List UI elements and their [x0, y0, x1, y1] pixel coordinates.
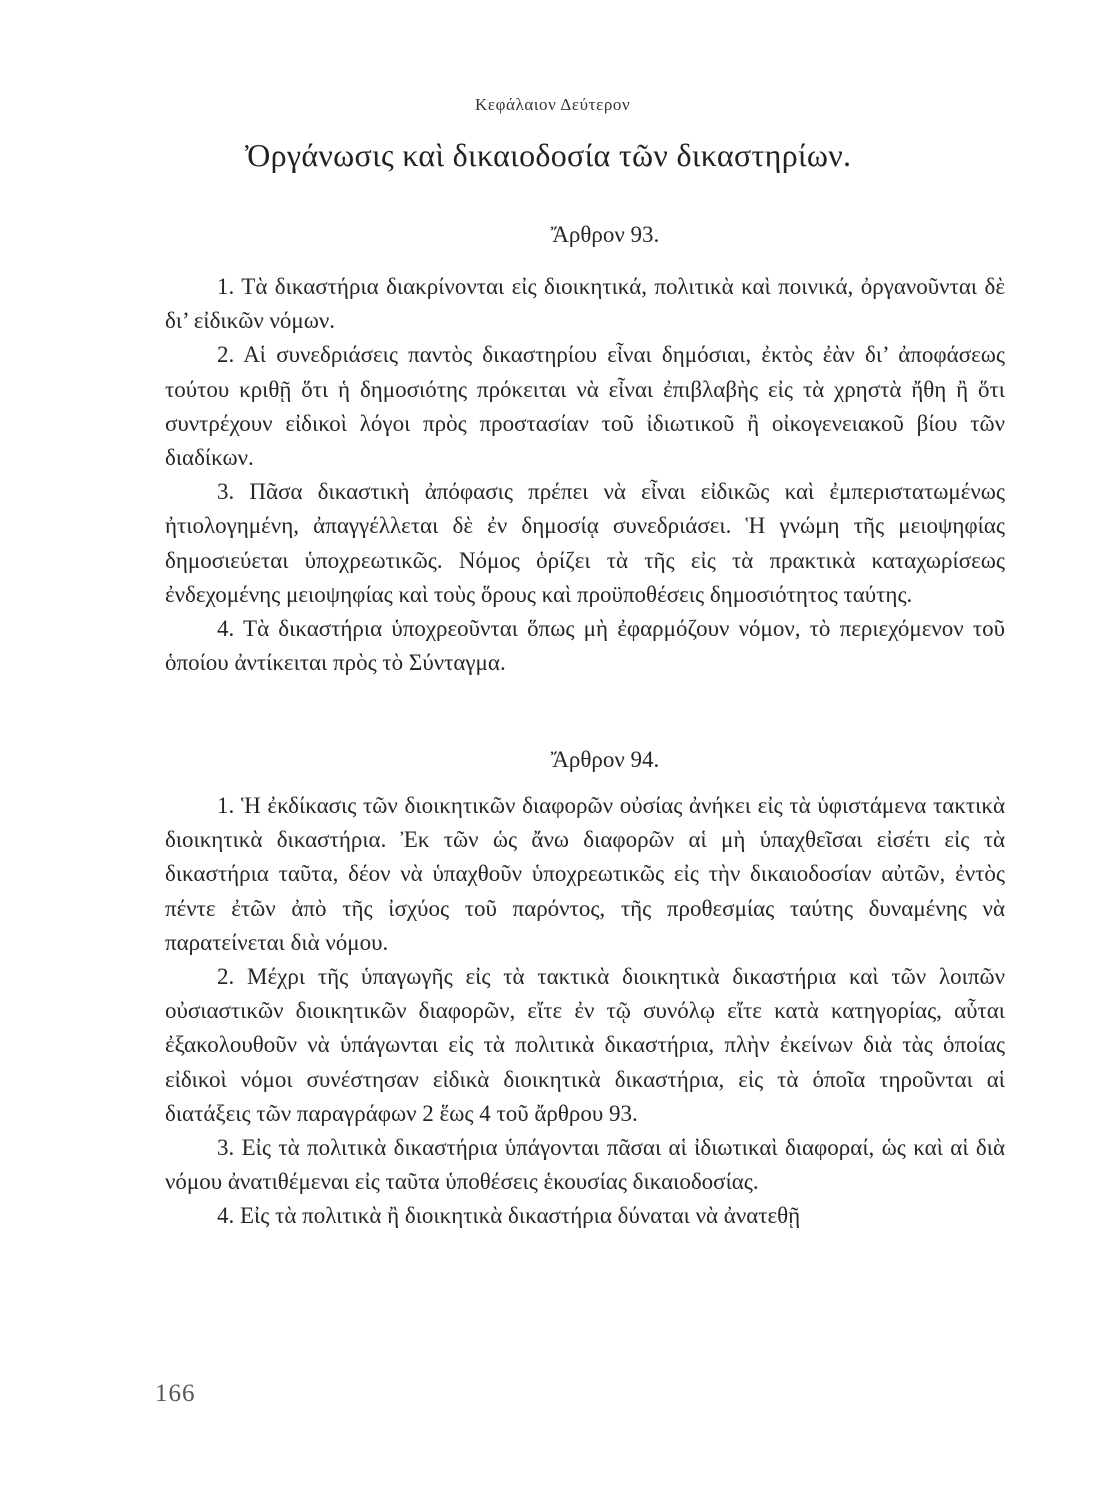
article-94-body — [165, 789, 1005, 1234]
article-94-paragraph-4: 4. Εἰς τὰ πολιτικὰ ἢ διοικητικὰ δικαστήρια δύναται νὰ ἀνατεθῇ — [217, 1203, 801, 1229]
chapter-title: Ὀργάνωσις καὶ δικαιοδοσία τῶν δικαστηρίων. — [245, 137, 852, 173]
article-93-paragraph-3: 3. Πᾶσα δικαστικὴ ἀπόφασις πρέπει νὰ εἶναι εἰδικῶς καὶ ἐμπεριστατωμένως ἠτιολογημένη, ἀπαγγέλλεται δὲ ἐν δημοσίᾳ συνεδριάσει. Ἡ γνώμη τῆς μειοψηφίας δημοσιεύεται ὑποχρεωτικῶς. Νόμος ὁρίζει τὰ τῆς εἰς τὰ πρακτικὰ καταχωρίσεως ἐνδεχομένης μειοψηφίας καὶ τοὺς ὅρους καὶ προϋποθέσεις δημοσιότητος ταύτης. — [165, 479, 1005, 607]
article-94-paragraph-1: 1. Ἡ ἐκδίκασις τῶν διοικητικῶν διαφορῶν οὐσίας ἀνήκει εἰς τὰ ὑφιστάμενα τακτικὰ διοικητικὰ δικαστήρια. Ἐκ τῶν ὡς ἄνω διαφορῶν αἱ μὴ ὑπαχθεῖσαι εἰσέτι εἰς τὰ δικαστήρια ταῦτα, δέον νὰ ὑπαχθοῦν ὑποχρεωτικῶς εἰς τὴν δικαιοδοσίαν αὐτῶν, ἐντὸς πέντε ἐτῶν ἀπὸ τῆς ἰσχύος τοῦ παρόντος, τῆς προθεσμίας ταύτης δυναμένης νὰ παρατείνεται διὰ νόμου. — [165, 793, 1005, 955]
article-94-paragraph-3: 3. Εἰς τὰ πολιτικὰ δικαστήρια ὑπάγονται πᾶσαι αἱ ἰδιωτικαὶ διαφοραί, ὡς καὶ αἱ διὰ νόμου ἀνατιθέμεναι εἰς ταῦτα ὑποθέσεις ἑκουσίας δικαιοδοσίας. — [165, 1135, 1005, 1195]
article-93-heading: Ἄρθρον 93. — [550, 222, 660, 247]
article-93-paragraph-1: 1. Τὰ δικαστήρια διακρίνονται εἰς διοικητικά, πολιτικὰ καὶ ποινικά, ὀργανοῦνται δὲ δι’ εἰδικῶν νόμων. — [165, 274, 1005, 334]
page-number: 166 — [155, 1380, 196, 1407]
article-94-heading: Ἄρθρον 94. — [550, 747, 660, 772]
article-93-body — [165, 270, 1005, 680]
article-93-paragraph-4: 4. Τὰ δικαστήρια ὑποχρεοῦνται ὅπως μὴ ἐφαρμόζουν νόμον, τὸ περιεχόμενον τοῦ ὁποίου ἀντίκειται πρὸς τὸ Σύνταγμα. — [165, 616, 1005, 676]
chapter-label: Κεφάλαιον Δεύτερον — [475, 95, 631, 114]
article-94-paragraph-2: 2. Μέχρι τῆς ὑπαγωγῆς εἰς τὰ τακτικὰ διοικητικὰ δικαστήρια καὶ τῶν λοιπῶν οὐσιαστικῶν διοικητικῶν διαφορῶν, εἴτε ἐν τῷ συνόλῳ εἴτε κατὰ κατηγορίας, αὗται ἐξακολουθοῦν νὰ ὑπάγωνται εἰς τὰ πολιτικὰ δικαστήρια, πλὴν ἐκείνων διὰ τὰς ὁποίας εἰδικοὶ νόμοι συνέστησαν εἰδικὰ διοικητικὰ δικαστήρια, εἰς τὰ ὁποῖα τηροῦνται αἱ διατάξεις τῶν παραγράφων 2 ἕως 4 τοῦ ἄρθρου 93. — [165, 964, 1005, 1126]
article-93-paragraph-2: 2. Αἱ συνεδριάσεις παντὸς δικαστηρίου εἶναι δημόσιαι, ἐκτὸς ἐὰν δι’ ἀποφάσεως τούτου κριθῇ ὅτι ἡ δημοσιότης πρόκειται νὰ εἶναι ἐπιβλαβὴς εἰς τὰ χρηστὰ ἤθη ἢ ὅτι συντρέχουν εἰδικοὶ λόγοι πρὸς προστασίαν τοῦ ἰδιωτικοῦ ἢ οἰκογενειακοῦ βίου τῶν διαδίκων. — [165, 342, 1005, 471]
